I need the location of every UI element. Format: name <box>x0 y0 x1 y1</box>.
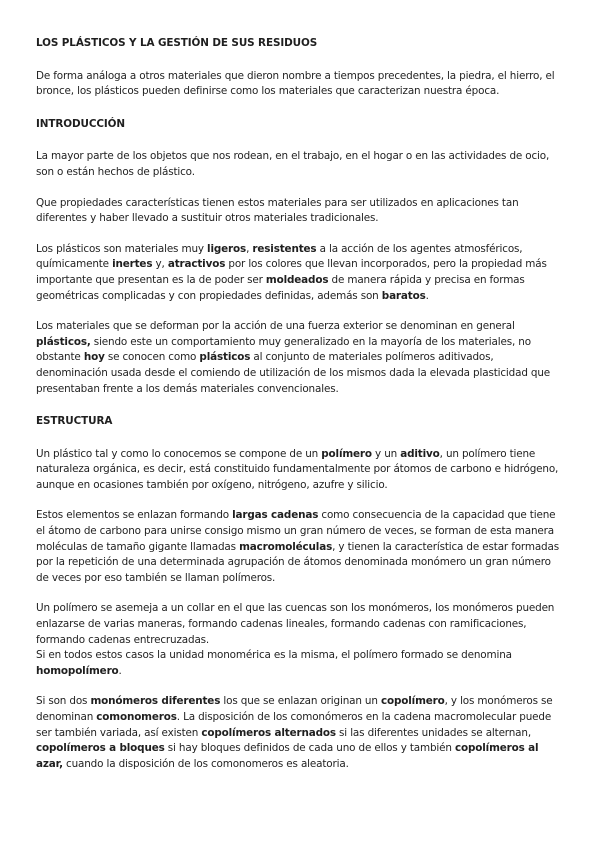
estructura-paragraph-2 <box>36 508 566 586</box>
text-run: , y tienen la característica de estar formadas por la repetición de una determinada agrupación de átomos denominada monómero un gran número de veces por eso también se llaman polímeros. <box>36 540 559 584</box>
bold-term-largas-cadenas: largas cadenas <box>232 509 319 522</box>
bold-term-inertes: inertes <box>112 258 153 271</box>
text-run: si las diferentes unidades se alternan, <box>335 726 531 739</box>
text-run: a la acción de los agentes atmosféricos, químicamente <box>36 242 523 271</box>
text-run: Los materiales que se deforman por la acción de una fuerza exterior se denominan en general <box>36 320 515 333</box>
text-run: de manera rápida y precisa en formas geométricas complicadas y con propiedades definidas, además son <box>36 273 525 302</box>
estructura-paragraph-5 <box>36 694 566 772</box>
introduccion-paragraph-1: La mayor parte de los objetos que nos rodean, en el trabajo, en el hogar o en las actividades de ocio, son o están hechos de plástico. <box>36 150 550 178</box>
document-page <box>36 36 566 772</box>
bold-term-baratos: baratos <box>381 289 426 302</box>
bold-term-plasticos: plásticos, <box>36 335 91 348</box>
bold-term-copolimeros-al-azar: copolímeros al azar, <box>36 742 539 770</box>
text-run: se conocen como <box>104 351 200 364</box>
text-run: Si son dos <box>36 695 91 708</box>
bold-term-resistentes: resistentes <box>252 242 317 255</box>
bold-term-plasticos-2: plásticos <box>199 351 251 364</box>
text-run: Si en todos estos casos la unidad monomérica es la misma, el polímero formado se denomina <box>36 649 512 662</box>
bold-term-aditivo: aditivo <box>400 447 440 460</box>
text-run: Estos elementos se enlazan formando <box>36 509 233 522</box>
bold-term-homopolimero: homopolímero <box>36 664 119 677</box>
text-run: , un polímero tiene naturaleza orgánica, es decir, está constituido fundamentalmente por átomos de carbono e hidrógeno, aunque en ocasiones también por oxígeno, nitrógeno, azufre y silicio. <box>36 447 559 491</box>
text-run: al conjunto de materiales polímeros aditivados, denominación usada desde el comiendo de utilización de los mismos dada la elevada plasticidad que presentaban frente a los demás materiales convencionales. <box>36 351 551 395</box>
text-run: , <box>246 242 253 255</box>
text-run: Los plásticos son materiales muy <box>36 242 208 255</box>
text-run: , y los monómeros se denominan <box>36 695 553 723</box>
text-run: siendo este un comportamiento muy generalizado en la mayoría de los materiales, no obstante <box>36 335 531 364</box>
estructura-paragraph-3: Un polímero se asemeja a un collar en el que las cuencas son los monómeros, los monómeros pueden enlazarse de varias maneras, formando cadenas lineales, formando cadenas con ramificaciones, formando cadenas entrecruzadas. <box>36 602 555 646</box>
estructura-paragraph-4 <box>36 648 566 679</box>
intro-paragraph: De forma análoga a otros materiales que dieron nombre a tiempos precedentes, la piedra, el hierro, el bronce, los plásticos pueden definirse como los materiales que caracterizan nuestra época. <box>36 69 555 98</box>
introduccion-paragraph-3 <box>36 242 566 304</box>
introduccion-paragraph-2: Que propiedades características tienen estos materiales para ser utilizados en aplicaciones tan diferentes y haber llevado a sustituir otros materiales tradicionales. <box>36 196 519 225</box>
document-title: LOS PLÁSTICOS Y LA GESTIÓN DE SUS RESIDUOS <box>36 37 318 49</box>
text-run: . <box>118 664 122 677</box>
bold-term-monomeros-diferentes: monómeros diferentes <box>90 695 221 708</box>
text-run: Un plástico tal y como lo conocemos se compone de un <box>36 447 322 460</box>
bold-term-comonomeros: comonomeros <box>96 711 177 723</box>
text-run: y, <box>152 258 168 271</box>
bold-term-ligeros: ligeros <box>207 242 247 255</box>
bold-term-macromoleculas: macromoléculas <box>239 540 333 553</box>
section-heading-introduccion: INTRODUCCIÓN <box>36 117 125 130</box>
text-run: como consecuencia de la capacidad que tiene el átomo de carbono para unirse consigo mismo un gran número de veces, se forman de esta manera moléculas de tamaño gigante llamadas <box>36 509 556 553</box>
estructura-paragraph-1 <box>36 447 566 494</box>
bold-term-copolimeros-a-bloques: copolímeros a bloques <box>36 742 165 755</box>
bold-term-hoy: hoy <box>83 351 105 364</box>
text-run: por los colores que llevan incorporados, pero la propiedad más importante que presentan es la de poder ser <box>36 258 547 286</box>
bold-term-polimero: polímero <box>321 447 372 460</box>
bold-term-moldeados: moldeados <box>265 273 329 286</box>
text-run: si hay bloques definidos de cada uno de ellos y también <box>164 742 455 755</box>
text-run: los que se enlazan originan un <box>220 695 381 708</box>
bold-term-copolimero: copolímero <box>380 695 445 708</box>
introduccion-paragraph-4 <box>36 319 566 397</box>
text-run: y un <box>371 447 401 460</box>
section-heading-estructura: ESTRUCTURA <box>36 415 113 428</box>
text-run: cuando la disposición de los comonomeros es aleatoria. <box>62 757 349 770</box>
bold-term-atractivos: atractivos <box>167 258 226 271</box>
bold-term-copolimeros-alternados: copolímeros alternados <box>201 726 336 739</box>
text-run: . <box>425 289 429 302</box>
text-run: . La disposición de los comonómeros en la cadena macromolecular puede ser también variada, así existen <box>36 711 552 739</box>
